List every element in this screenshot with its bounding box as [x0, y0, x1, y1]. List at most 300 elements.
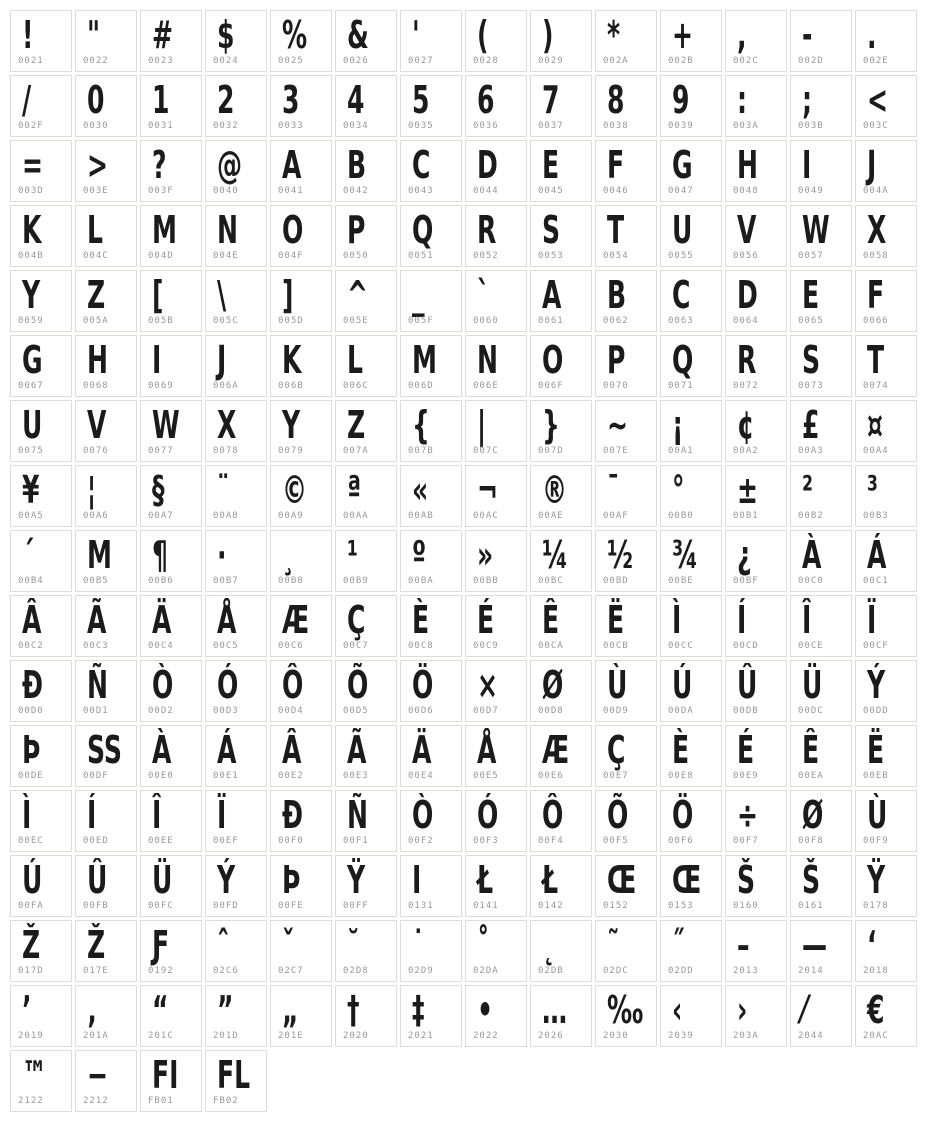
glyph-codepoint: 0022	[83, 56, 109, 66]
glyph: ]	[282, 273, 294, 317]
glyph-cell	[595, 985, 657, 1047]
glyph: Ì	[672, 598, 682, 642]
glyph-codepoint: 00A6	[83, 511, 109, 521]
glyph: Î	[152, 793, 162, 837]
glyph-cell	[855, 855, 917, 917]
glyph-codepoint: 00CF	[863, 641, 889, 651]
glyph-codepoint: 00C5	[213, 641, 239, 651]
glyph-cell	[270, 725, 332, 787]
glyph-cell	[75, 270, 137, 332]
glyph-cell	[335, 400, 397, 462]
glyph: K	[22, 208, 42, 252]
glyph-cell	[10, 335, 72, 397]
glyph-codepoint: 00A5	[18, 511, 44, 521]
glyph-cell	[660, 205, 722, 267]
glyph-cell	[465, 920, 527, 982]
glyph: A	[542, 273, 562, 317]
glyph-codepoint: 0035	[408, 121, 434, 131]
glyph-codepoint: 00AF	[603, 511, 629, 521]
glyph-cell	[75, 465, 137, 527]
glyph: ⁄	[802, 988, 807, 1032]
glyph: Ç	[347, 598, 366, 642]
glyph-cell	[725, 530, 787, 592]
glyph-cell	[790, 270, 852, 332]
glyph-codepoint: 00EC	[18, 836, 44, 846]
glyph: Ü	[152, 858, 173, 902]
glyph-cell	[205, 660, 267, 722]
glyph-cell	[10, 400, 72, 462]
glyph-codepoint: 00D6	[408, 706, 434, 716]
glyph: Ó	[477, 793, 499, 837]
glyph-codepoint: 0065	[798, 316, 824, 326]
glyph: ˝	[672, 923, 685, 967]
glyph: –	[737, 923, 750, 967]
glyph-codepoint: 00E7	[603, 771, 629, 781]
glyph-cell	[790, 465, 852, 527]
glyph-cell	[140, 335, 202, 397]
glyph-codepoint: 0075	[18, 446, 44, 456]
glyph: Ÿ	[867, 858, 886, 902]
glyph-cell	[75, 140, 137, 202]
glyph-cell	[725, 140, 787, 202]
glyph: B	[347, 143, 367, 187]
glyph-codepoint: 0026	[343, 56, 369, 66]
glyph: §	[152, 468, 165, 512]
glyph-cell	[205, 10, 267, 72]
glyph-codepoint: 0153	[668, 901, 694, 911]
glyph-codepoint: 0067	[18, 381, 44, 391]
glyph: …	[542, 988, 568, 1032]
glyph: M	[412, 338, 437, 382]
glyph-codepoint: 0058	[863, 251, 889, 261]
glyph-cell	[140, 75, 202, 137]
glyph-cell	[10, 465, 72, 527]
glyph: '	[412, 13, 420, 57]
glyph: (	[477, 13, 489, 57]
glyph-codepoint: 006A	[213, 381, 239, 391]
glyph-codepoint: 00C6	[278, 641, 304, 651]
glyph-cell	[465, 985, 527, 1047]
glyph: “	[152, 988, 169, 1032]
glyph-codepoint: 006B	[278, 381, 304, 391]
glyph-cell	[140, 595, 202, 657]
glyph-codepoint: 203A	[733, 1031, 759, 1041]
glyph-cell	[205, 530, 267, 592]
glyph-codepoint: 00F3	[473, 836, 499, 846]
glyph-codepoint: 00E2	[278, 771, 304, 781]
glyph: Ê	[542, 598, 560, 642]
glyph-codepoint: 00A8	[213, 511, 239, 521]
glyph-cell	[595, 140, 657, 202]
glyph-codepoint: 0036	[473, 121, 499, 131]
glyph-codepoint: 2026	[538, 1031, 564, 1041]
glyph: Ø	[802, 793, 824, 837]
glyph-cell	[530, 270, 592, 332]
glyph: »	[477, 533, 494, 577]
glyph: Ð	[282, 793, 304, 837]
glyph-codepoint: 006C	[343, 381, 369, 391]
glyph-cell	[205, 400, 267, 462]
glyph: †	[347, 988, 360, 1032]
glyph-codepoint: 00B9	[343, 576, 369, 586]
glyph: C	[412, 143, 431, 187]
glyph: Ž	[87, 923, 106, 967]
glyph-cell	[400, 75, 462, 137]
glyph-cell	[335, 335, 397, 397]
glyph-codepoint: 017E	[83, 966, 109, 976]
glyph-cell	[595, 465, 657, 527]
glyph-cell	[335, 140, 397, 202]
glyph-cell	[140, 140, 202, 202]
glyph: ¥	[22, 468, 40, 512]
glyph: ˙	[412, 923, 425, 967]
glyph: L	[87, 208, 103, 252]
glyph-cell	[725, 270, 787, 332]
glyph-cell	[335, 10, 397, 72]
glyph-cell	[400, 985, 462, 1047]
glyph-codepoint: 004B	[18, 251, 44, 261]
glyph: É	[737, 728, 755, 772]
glyph-cell	[660, 400, 722, 462]
glyph: Ý	[217, 858, 236, 902]
glyph-cell	[205, 75, 267, 137]
glyph-cell	[270, 205, 332, 267]
glyph-codepoint: 0048	[733, 186, 759, 196]
glyph-codepoint: 0043	[408, 186, 434, 196]
glyph: E	[802, 273, 820, 317]
glyph-codepoint: 002D	[798, 56, 824, 66]
glyph-codepoint: 003F	[148, 186, 174, 196]
glyph: Á	[867, 533, 887, 577]
glyph: „	[282, 988, 299, 1032]
glyph-cell	[530, 10, 592, 72]
glyph-codepoint: 0038	[603, 121, 629, 131]
glyph-cell	[855, 660, 917, 722]
glyph-codepoint: 0152	[603, 901, 629, 911]
glyph-codepoint: 00AC	[473, 511, 499, 521]
glyph-cell	[205, 595, 267, 657]
glyph-cell	[530, 205, 592, 267]
glyph: Ä	[412, 728, 432, 772]
glyph-cell	[725, 725, 787, 787]
glyph: -	[802, 13, 813, 57]
glyph-cell	[270, 595, 332, 657]
glyph: S	[542, 208, 561, 252]
glyph-codepoint: 002C	[733, 56, 759, 66]
glyph-codepoint: 00C2	[18, 641, 44, 651]
glyph: O	[542, 338, 564, 382]
glyph-codepoint: 005B	[148, 316, 174, 326]
glyph-cell	[465, 205, 527, 267]
glyph: £	[802, 403, 820, 447]
glyph-codepoint: 0072	[733, 381, 759, 391]
glyph-codepoint: 0029	[538, 56, 564, 66]
glyph: ˘	[347, 923, 360, 967]
glyph: <	[867, 78, 889, 122]
glyph-cell	[400, 920, 462, 982]
glyph: Ö	[412, 663, 434, 707]
glyph: Y	[282, 403, 301, 447]
glyph-cell	[140, 920, 202, 982]
glyph-cell	[75, 855, 137, 917]
glyph: X	[867, 208, 887, 252]
glyph-cell	[75, 920, 137, 982]
glyph-cell	[660, 10, 722, 72]
glyph-cell	[75, 10, 137, 72]
glyph-cell	[790, 790, 852, 852]
glyph: F	[867, 273, 885, 317]
glyph-codepoint: 02D9	[408, 966, 434, 976]
glyph-codepoint: 002B	[668, 56, 694, 66]
glyph-cell	[335, 205, 397, 267]
glyph: Á	[217, 728, 237, 772]
glyph: R	[737, 338, 757, 382]
glyph: Ƒ	[152, 923, 170, 967]
glyph: ©	[282, 468, 308, 512]
glyph: Q	[412, 208, 434, 252]
glyph: V	[87, 403, 107, 447]
glyph: N	[217, 208, 238, 252]
glyph-cell	[140, 10, 202, 72]
glyph-cell	[855, 270, 917, 332]
glyph-cell	[400, 140, 462, 202]
glyph: ˆ	[217, 923, 230, 967]
glyph-cell	[10, 270, 72, 332]
glyph-cell	[790, 725, 852, 787]
glyph: ’	[22, 988, 32, 1032]
glyph-cell	[140, 855, 202, 917]
glyph-cell	[530, 335, 592, 397]
glyph-codepoint: 00FE	[278, 901, 304, 911]
glyph: ˚	[477, 923, 490, 967]
glyph-cell	[595, 400, 657, 462]
glyph-cell	[10, 920, 72, 982]
glyph: ®	[542, 468, 568, 512]
glyph-cell	[595, 920, 657, 982]
glyph: È	[412, 598, 430, 642]
glyph: .	[867, 13, 877, 57]
glyph-codepoint: 02DB	[538, 966, 564, 976]
glyph-cell	[205, 270, 267, 332]
glyph: C	[672, 273, 691, 317]
glyph-codepoint: 00E6	[538, 771, 564, 781]
glyph: O	[282, 208, 304, 252]
glyph-codepoint: 0071	[668, 381, 694, 391]
glyph-codepoint: 00FC	[148, 901, 174, 911]
glyph-cell	[855, 465, 917, 527]
glyph-cell	[660, 790, 722, 852]
glyph-cell	[660, 725, 722, 787]
glyph-cell	[725, 660, 787, 722]
glyph-codepoint: 0063	[668, 316, 694, 326]
glyph-codepoint: 00F4	[538, 836, 564, 846]
glyph-cell	[335, 530, 397, 592]
glyph-cell	[205, 140, 267, 202]
glyph-codepoint: 00BB	[473, 576, 499, 586]
glyph: Ï	[217, 793, 227, 837]
glyph-codepoint: 0049	[798, 186, 824, 196]
glyph: Â	[22, 598, 42, 642]
glyph-cell	[140, 725, 202, 787]
glyph-codepoint: 005F	[408, 316, 434, 326]
glyph-codepoint: 00CC	[668, 641, 694, 651]
glyph-codepoint: 004A	[863, 186, 889, 196]
glyph-codepoint: 00F5	[603, 836, 629, 846]
glyph: V	[737, 208, 757, 252]
glyph: ª	[347, 468, 362, 512]
glyph-cell	[595, 660, 657, 722]
glyph-codepoint: 0051	[408, 251, 434, 261]
glyph-cell	[270, 985, 332, 1047]
glyph-codepoint: 00C8	[408, 641, 434, 651]
glyph: 6	[477, 78, 495, 122]
glyph-codepoint: 2018	[863, 966, 889, 976]
glyph: ·	[217, 533, 227, 577]
glyph-codepoint: 004E	[213, 251, 239, 261]
glyph-codepoint: 0045	[538, 186, 564, 196]
glyph-cell	[10, 985, 72, 1047]
glyph-codepoint: 00DE	[18, 771, 44, 781]
glyph-cell	[400, 465, 462, 527]
glyph-codepoint: 00BC	[538, 576, 564, 586]
glyph-codepoint: 00D1	[83, 706, 109, 716]
glyph-codepoint: 00A2	[733, 446, 759, 456]
glyph-codepoint: 2021	[408, 1031, 434, 1041]
glyph: Ã	[87, 598, 107, 642]
glyph-cell	[465, 790, 527, 852]
glyph: È	[672, 728, 690, 772]
glyph-cell	[10, 1050, 72, 1112]
glyph: !	[22, 13, 34, 57]
glyph-cell	[725, 790, 787, 852]
glyph: Í	[737, 598, 747, 642]
glyph: Œ	[607, 858, 637, 902]
glyph-codepoint: 2022	[473, 1031, 499, 1041]
glyph: ˜	[607, 923, 620, 967]
glyph: H	[87, 338, 108, 382]
glyph: ”	[217, 988, 234, 1032]
glyph-cell	[530, 920, 592, 982]
glyph: F	[607, 143, 625, 187]
glyph: Å	[217, 598, 237, 642]
glyph-cell	[400, 10, 462, 72]
glyph-codepoint: 0192	[148, 966, 174, 976]
glyph-cell	[530, 75, 592, 137]
glyph: Ë	[867, 728, 885, 772]
glyph-codepoint: 0064	[733, 316, 759, 326]
glyph-cell	[400, 530, 462, 592]
glyph-codepoint: 003C	[863, 121, 889, 131]
glyph-codepoint: 00DD	[863, 706, 889, 716]
glyph-codepoint: 0027	[408, 56, 434, 66]
glyph-cell	[855, 530, 917, 592]
glyph-codepoint: 00B7	[213, 576, 239, 586]
glyph-cell	[270, 855, 332, 917]
glyph-cell	[725, 400, 787, 462]
glyph-codepoint: 003A	[733, 121, 759, 131]
glyph-cell	[660, 335, 722, 397]
glyph-cell	[465, 10, 527, 72]
glyph-cell	[855, 400, 917, 462]
glyph: ¹	[347, 533, 358, 577]
glyph-cell	[335, 75, 397, 137]
glyph: ‘	[867, 923, 877, 967]
glyph: `	[477, 273, 490, 317]
glyph: Ð	[22, 663, 44, 707]
glyph-cell	[270, 920, 332, 982]
glyph-codepoint: 003B	[798, 121, 824, 131]
glyph-cell	[205, 1050, 267, 1112]
glyph: Ò	[152, 663, 174, 707]
glyph-cell	[10, 530, 72, 592]
glyph-codepoint: 00D4	[278, 706, 304, 716]
glyph-codepoint: 00BF	[733, 576, 759, 586]
glyph-codepoint: 00AE	[538, 511, 564, 521]
glyph: ¼	[542, 533, 568, 577]
glyph-cell	[660, 855, 722, 917]
glyph-cell	[465, 270, 527, 332]
glyph: Ù	[607, 663, 628, 707]
glyph: _	[412, 273, 425, 317]
glyph-codepoint: 20AC	[863, 1031, 889, 1041]
glyph-codepoint: 2014	[798, 966, 824, 976]
glyph: ¢	[737, 403, 755, 447]
glyph-codepoint: 00C7	[343, 641, 369, 651]
glyph: :	[737, 78, 748, 122]
glyph: E	[542, 143, 560, 187]
glyph-cell	[595, 75, 657, 137]
glyph: /	[22, 78, 32, 122]
glyph-cell	[725, 335, 787, 397]
glyph: Î	[802, 598, 812, 642]
glyph: ±	[737, 468, 759, 512]
glyph-codepoint: 02DD	[668, 966, 694, 976]
glyph-codepoint: 00D7	[473, 706, 499, 716]
glyph-cell	[595, 855, 657, 917]
glyph-codepoint: 00EE	[148, 836, 174, 846]
glyph-codepoint: 00FA	[18, 901, 44, 911]
glyph: P	[607, 338, 626, 382]
glyph: Þ	[282, 858, 301, 902]
glyph-cell	[140, 465, 202, 527]
glyph: P	[347, 208, 366, 252]
glyph: ¬	[477, 468, 499, 512]
glyph-cell	[205, 205, 267, 267]
glyph-cell	[400, 205, 462, 267]
glyph-cell	[660, 75, 722, 137]
glyph-codepoint: 0074	[863, 381, 889, 391]
glyph-codepoint: 0141	[473, 901, 499, 911]
glyph-cell	[660, 595, 722, 657]
glyph-cell	[790, 855, 852, 917]
glyph: Ï	[867, 598, 877, 642]
glyph-cell	[140, 790, 202, 852]
glyph: U	[22, 403, 43, 447]
glyph-codepoint: FB02	[213, 1096, 239, 1106]
glyph-codepoint: 00F1	[343, 836, 369, 846]
glyph-cell	[790, 400, 852, 462]
glyph-codepoint: 0061	[538, 316, 564, 326]
glyph-codepoint: 00E5	[473, 771, 499, 781]
glyph-cell	[270, 75, 332, 137]
glyph-codepoint: 0030	[83, 121, 109, 131]
glyph: Z	[87, 273, 106, 317]
glyph-codepoint: 00C4	[148, 641, 174, 651]
glyph: ²	[802, 468, 813, 512]
glyph: D	[737, 273, 758, 317]
glyph-cell	[855, 595, 917, 657]
glyph-cell	[335, 920, 397, 982]
